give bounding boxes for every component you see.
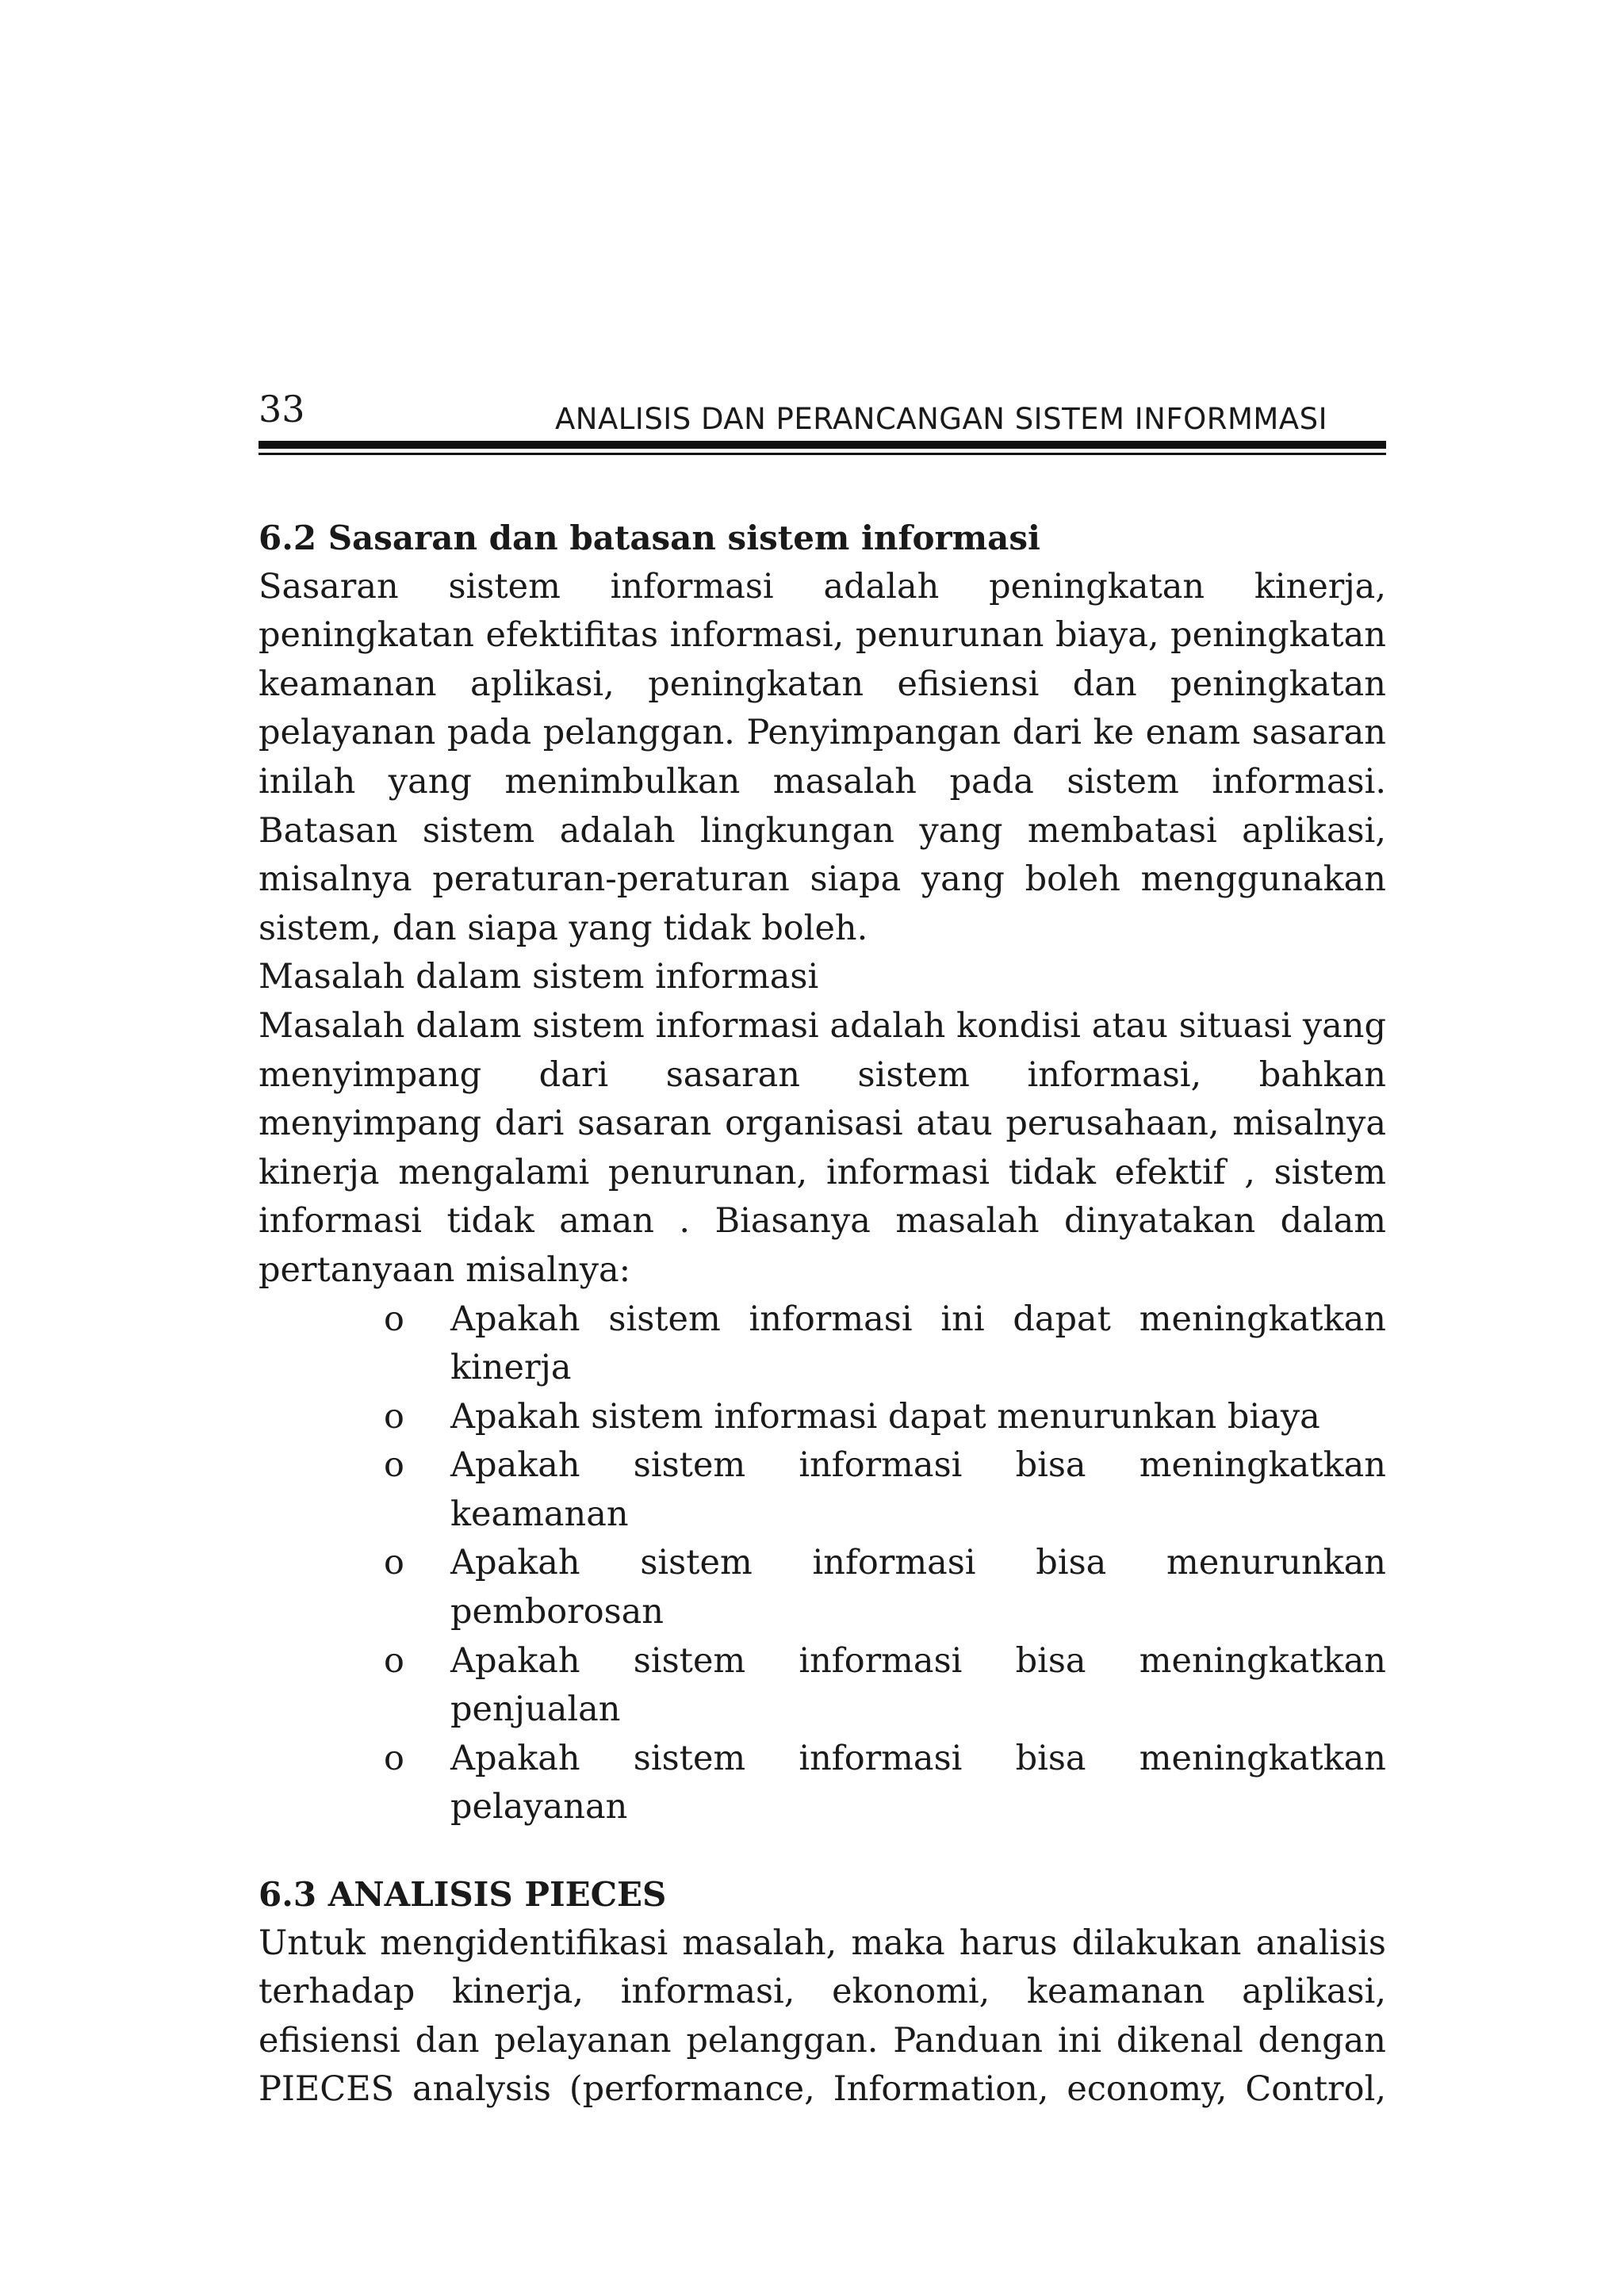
page-number: 33 bbox=[259, 388, 305, 430]
header-rule-thin bbox=[259, 453, 1386, 455]
list-item bbox=[384, 1441, 1386, 1539]
list-item-line: Apakah sistem informasi bisa menurunkan bbox=[450, 1543, 1386, 1583]
list-item-line: Apakah sistem informasi bisa meningkatkan bbox=[450, 1738, 1386, 1778]
page-body bbox=[259, 514, 1386, 2114]
list-item-line: pelayanan bbox=[450, 1787, 628, 1827]
paragraph-pieces: Untuk mengidentifikasi masalah, maka harus dilakukan analisis terhadap kinerja, informasi, ekonomi, keamanan aplikasi, efisiensi dan pelayanan pelanggan. Panduan ini dikenal dengan PIECES analysis (performance, Information, economy, Control, bbox=[259, 1923, 1386, 2110]
list-item-line: Apakah sistem informasi bisa meningkatkan bbox=[450, 1640, 1386, 1681]
list-item-line: kinerja bbox=[450, 1348, 572, 1388]
list-item bbox=[384, 1637, 1386, 1735]
bullet-marker: o bbox=[384, 1299, 404, 1339]
bullet-marker: o bbox=[384, 1543, 404, 1583]
list-item bbox=[384, 1393, 1386, 1442]
section-heading-6-2: 6.2 Sasaran dan batasan sistem informasi bbox=[259, 519, 1040, 557]
paragraph-masalah: Masalah dalam sistem informasi adalah kondisi atau situasi yang menyimpang dari sasaran sistem informasi, bahkan menyimpang dari sasaran organisasi atau perusahaan, misalnya kinerja mengalami penurunan, informasi tidak efektif , sistem informasi tidak aman . Biasanya masalah dinyatakan dalam pertanyaan misalnya: bbox=[259, 1005, 1386, 1290]
paragraph-sasaran: Sasaran sistem informasi adalah peningkatan kinerja, peningkatan efektifitas informasi, penurunan biaya, peningkatan keamanan aplikasi, peningkatan efisiensi dan peningkatan pelayanan pada pelanggan. Penyimpangan dari ke enam sasaran inilah yang menimbulkan masalah pada sistem informasi. Batasan sistem adalah lingkungan yang membatasi aplikasi, misalnya peraturan-peraturan siapa yang boleh menggunakan sistem, dan siapa yang tidak boleh. bbox=[259, 566, 1386, 948]
list-item-line: Apakah sistem informasi bisa meningkatkan bbox=[450, 1445, 1386, 1486]
header-rule-thick bbox=[259, 441, 1386, 449]
bullet-marker: o bbox=[384, 1738, 404, 1778]
bullet-marker: o bbox=[384, 1640, 404, 1681]
bullet-marker: o bbox=[384, 1396, 404, 1437]
list-item bbox=[384, 1295, 1386, 1393]
list-item-line: Apakah sistem informasi dapat menurunkan biaya bbox=[450, 1396, 1320, 1437]
question-list bbox=[259, 1295, 1386, 1833]
list-item-line: pemborosan bbox=[450, 1592, 665, 1632]
list-item-line: Apakah sistem informasi ini dapat meningkatkan bbox=[450, 1299, 1386, 1339]
list-item-line: keamanan bbox=[450, 1494, 629, 1534]
list-item bbox=[384, 1735, 1386, 1832]
running-header-title: ANALISIS DAN PERANCANGAN SISTEM INFORMMASI bbox=[555, 402, 1328, 436]
list-item bbox=[384, 1539, 1386, 1636]
subheading-masalah: Masalah dalam sistem informasi bbox=[259, 957, 819, 997]
section-heading-6-3: 6.3 ANALISIS PIECES bbox=[259, 1875, 667, 1915]
section-spacer bbox=[259, 1832, 1386, 1870]
bullet-marker: o bbox=[384, 1445, 404, 1486]
list-item-line: penjualan bbox=[450, 1689, 621, 1730]
